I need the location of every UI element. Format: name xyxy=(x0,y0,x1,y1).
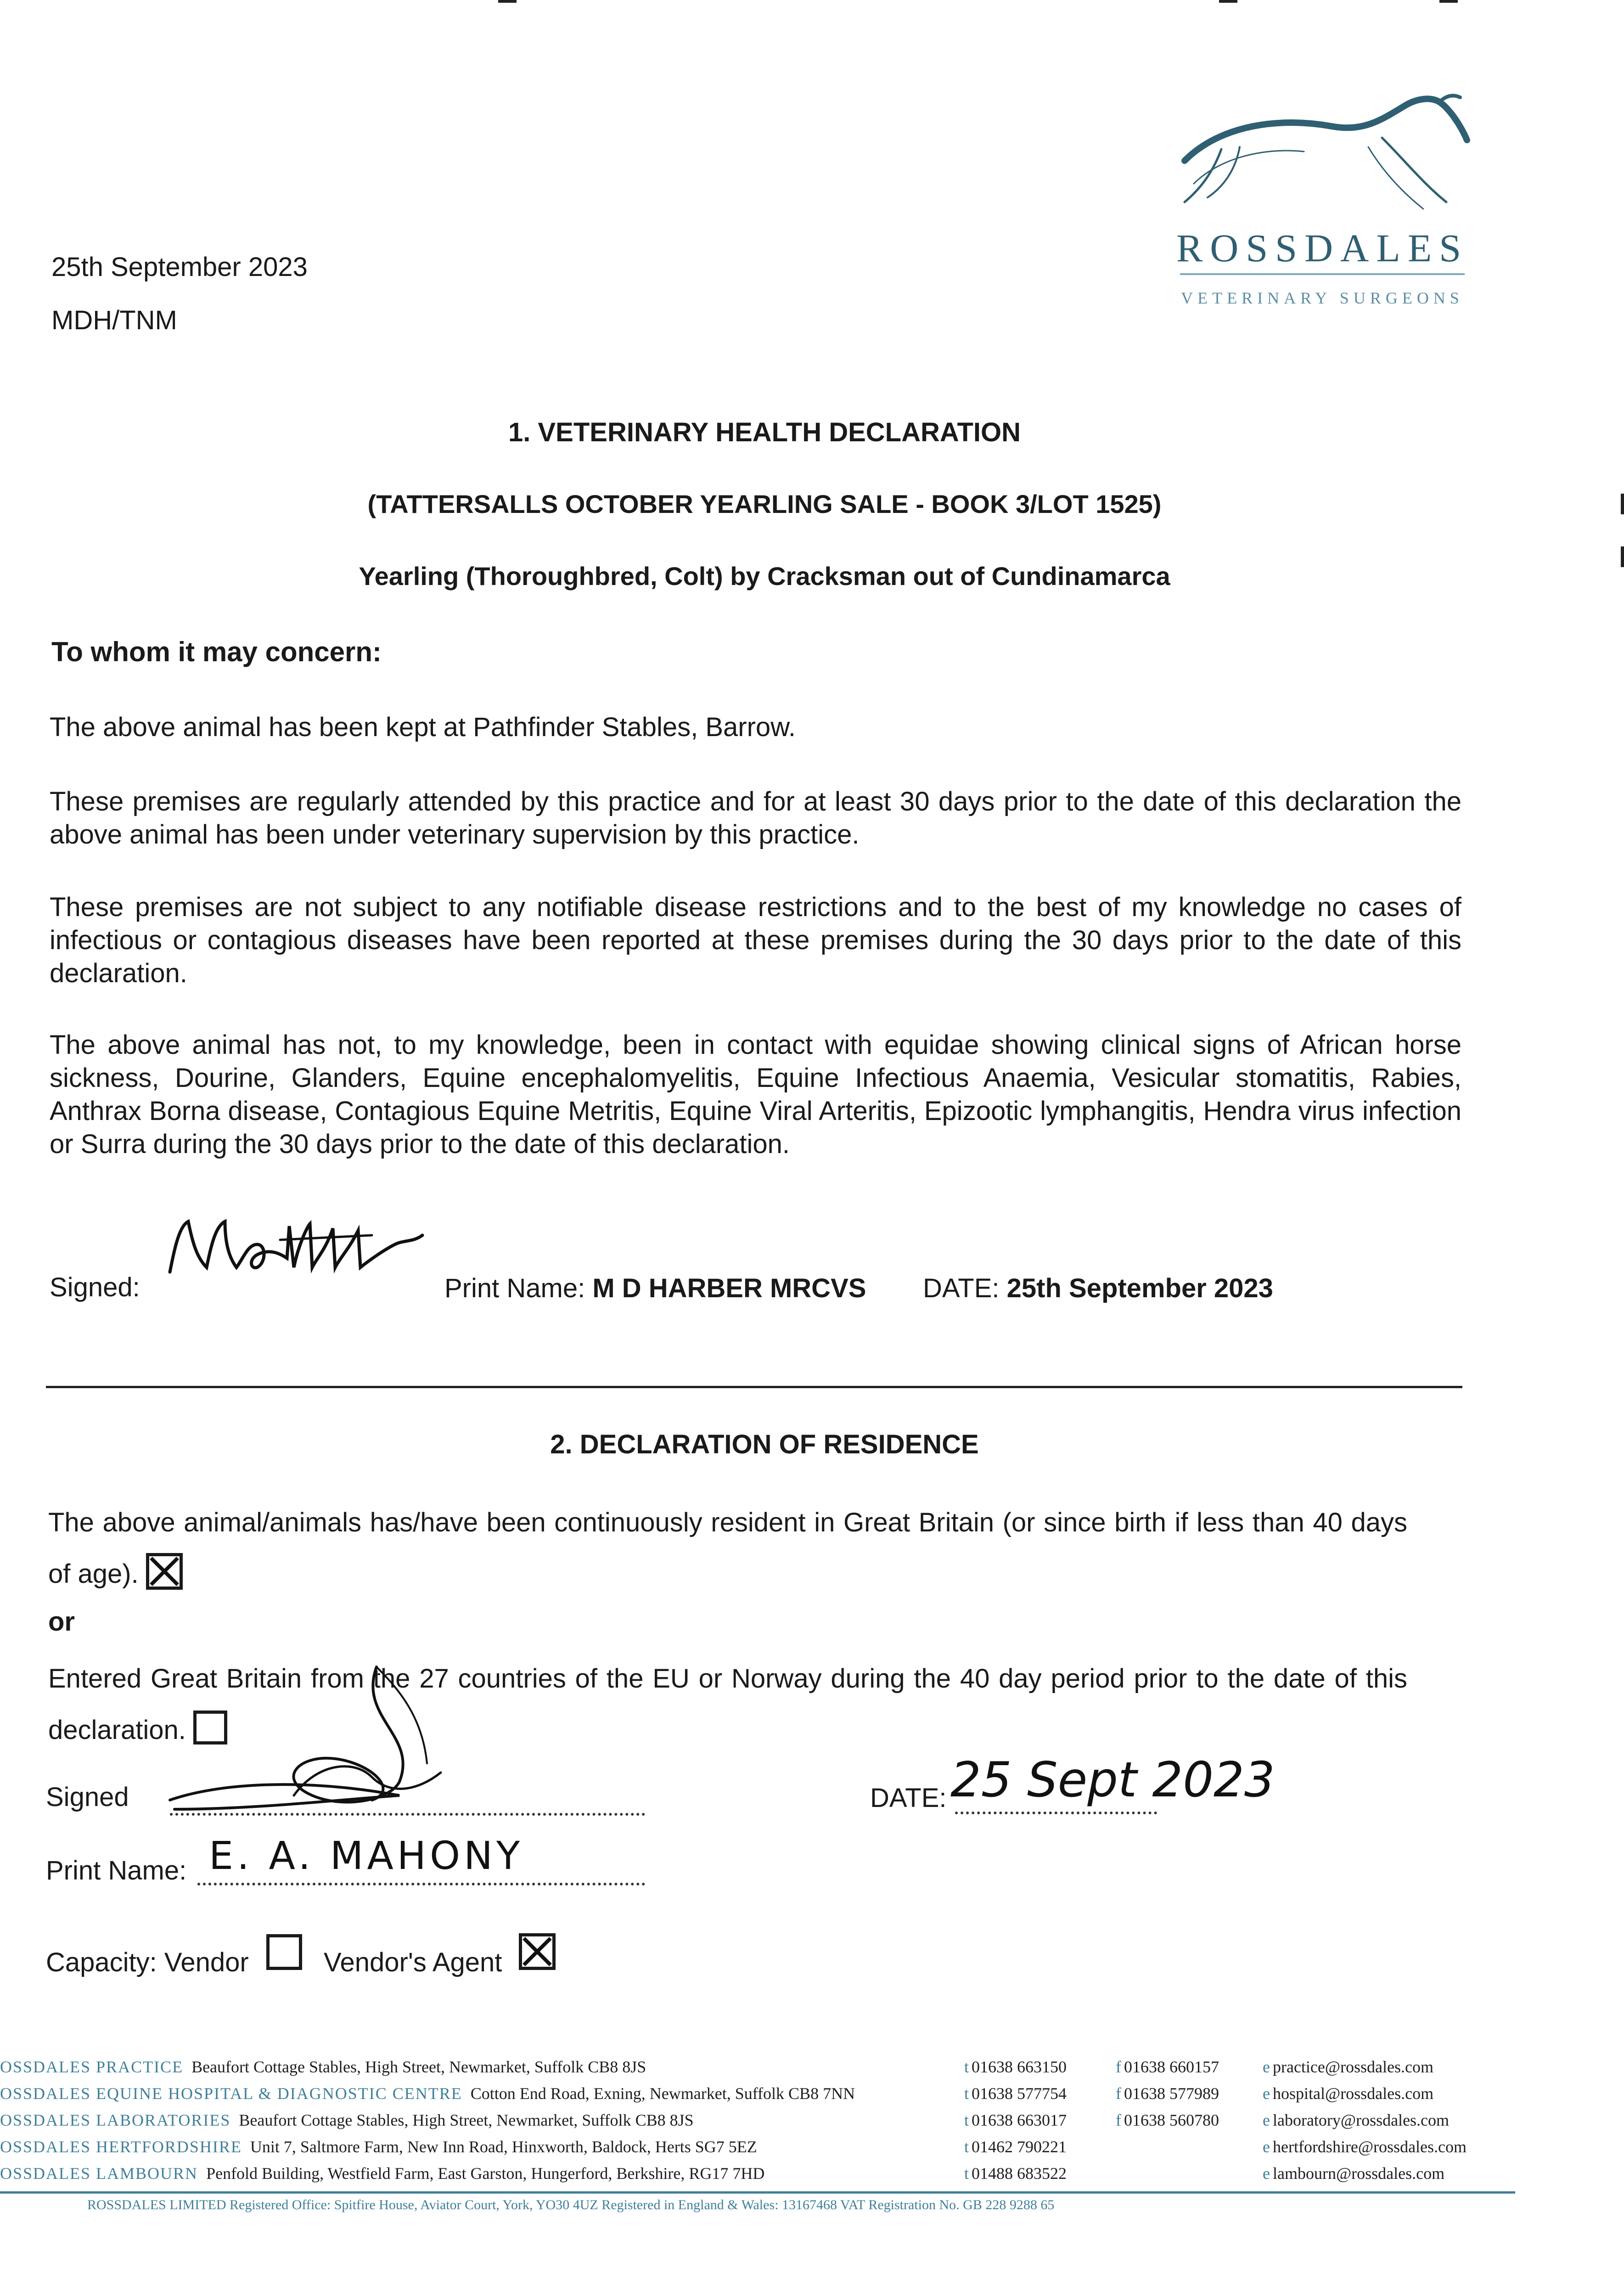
vendors-agent-label: Vendor's Agent xyxy=(324,1947,502,1977)
paragraph-restrictions: These premises are not subject to any notifiable disease restrictions and to the best of my knowledge no cases of infectious or contagious diseases have been reported at these premises during the 30 days prior to the date of this declaration. xyxy=(50,892,1461,988)
fax-prefix: f xyxy=(1116,2084,1121,2103)
vendor-signed-label: Signed xyxy=(46,1782,129,1812)
registered-office: ROSSDALES LIMITED Registered Office: Spitfire House, Aviator Court, York, YO30 4UZ Registered in England & Wales: 13167468 VAT Registration No. GB 228 9288 65 xyxy=(87,2197,1055,2212)
paragraph-contact: The above animal has not, to my knowledge, been in contact with equidae showing clinical signs of African horse sickness, Dourine, Glanders, Equine encephalomyelitis, Equine Infectious Anaemia, Vesicular stomatitis, Rabies, Anthrax Borna disease, Contagious Equine Metritis, Equine Viral Arteritis, Epizootic lymphangitis, Hendra virus infection or Surra during the 30 days prior to the date of this declaration. xyxy=(50,1030,1461,1159)
footer-lambourn-email[interactable]: lambourn@rossdales.com xyxy=(1272,2164,1445,2183)
footer-hospital-phone: 01638 577754 xyxy=(972,2084,1067,2103)
footer-hertfordshire-name: OSSDALES HERTFORDSHIRE xyxy=(0,2138,242,2156)
print-name-line xyxy=(197,1883,645,1885)
check-x-icon xyxy=(522,1936,552,1967)
footer-lambourn-address: Penfold Building, Westfield Farm, East Garston, Hungerford, Berkshire, RG17 7HD xyxy=(206,2164,765,2183)
email-prefix: e xyxy=(1263,2138,1270,2156)
footer-hertfordshire-address: Unit 7, Saltmore Farm, New Inn Road, Hinxworth, Baldock, Herts SG7 5EZ xyxy=(250,2138,757,2156)
email-prefix: e xyxy=(1263,2111,1270,2129)
footer-laboratories-name: OSSDALES LABORATORIES xyxy=(0,2111,231,2129)
logo-subtitle: VETERINARY SURGEONS xyxy=(1181,289,1464,307)
email-prefix: e xyxy=(1263,2084,1270,2103)
capacity-row xyxy=(46,1947,249,1978)
continuous-residence-checkbox[interactable] xyxy=(146,1553,183,1590)
check-x-icon xyxy=(149,1556,180,1587)
logo-name: ROSSDALES xyxy=(1176,226,1469,270)
footer-rule xyxy=(0,2191,1515,2194)
section-divider xyxy=(46,1386,1462,1388)
print-name-label: Print Name: xyxy=(444,1273,585,1303)
footer-practice-address: Beaufort Cottage Stables, High Street, Newmarket, Suffolk CB8 8JS xyxy=(191,2058,646,2076)
phone-prefix: t xyxy=(964,2138,969,2156)
rossdales-logo xyxy=(1166,92,1478,321)
footer-hospital-name: OSSDALES EQUINE HOSPITAL & DIAGNOSTIC CENTRE xyxy=(0,2084,462,2103)
vendor-signature xyxy=(161,1662,482,1828)
footer-practice-email[interactable]: practice@rossdales.com xyxy=(1272,2058,1433,2076)
date-label: DATE: xyxy=(923,1273,1000,1303)
scan-mark xyxy=(1621,546,1624,567)
footer-hospital-fax: 01638 577989 xyxy=(1124,2084,1219,2103)
vet-signature-date: 25th September 2023 xyxy=(1006,1273,1273,1303)
vet-date-row xyxy=(923,1273,1273,1304)
vendor-checkbox[interactable] xyxy=(266,1934,302,1970)
email-prefix: e xyxy=(1263,2164,1270,2183)
footer-practice-name: OSSDALES PRACTICE xyxy=(0,2058,184,2076)
animal-description: Yearling (Thoroughbred, Colt) by Cracksman out of Cundinamarca xyxy=(359,562,1170,591)
handwritten-date: 25 Sept 2023 xyxy=(950,1752,1275,1808)
or-label: or xyxy=(48,1607,75,1637)
footer-laboratories-fax: 01638 560780 xyxy=(1124,2111,1219,2129)
letter-date: 25th September 2023 xyxy=(51,252,308,282)
phone-prefix: t xyxy=(964,2164,969,2183)
footer-hospital-address: Cotton End Road, Exning, Newmarket, Suffolk CB8 7NN xyxy=(470,2084,855,2103)
letter-reference: MDH/TNM xyxy=(51,305,177,335)
scan-mark xyxy=(1219,0,1237,3)
capacity-label: Capacity: xyxy=(46,1947,157,1977)
footer-laboratories-email[interactable]: laboratory@rossdales.com xyxy=(1272,2111,1450,2129)
email-prefix: e xyxy=(1263,2058,1270,2076)
vendor-label: Vendor xyxy=(164,1947,249,1977)
paragraph-supervision: These premises are regularly attended by this practice and for at least 30 days prior to the date of this declaration the above animal has been under veterinary supervision by this practice. xyxy=(50,787,1461,850)
handwritten-name: E. A. MAHONY xyxy=(209,1833,524,1878)
footer-lambourn-phone: 01488 683522 xyxy=(972,2164,1067,2183)
phone-prefix: t xyxy=(964,2111,969,2129)
residence-option-continuous xyxy=(48,1497,1407,1600)
vendors-agent-checkbox[interactable] xyxy=(519,1933,556,1970)
section1-title: 1. VETERINARY HEALTH DECLARATION xyxy=(508,417,1021,447)
phone-prefix: t xyxy=(964,2058,969,2076)
residence-option-continuous-text: The above animal/animals has/have been continuously resident in Great Britain (or since birth if less than 40 days of age). xyxy=(48,1508,1407,1589)
footer-laboratories-address: Beaufort Cottage Stables, High Street, Newmarket, Suffolk CB8 8JS xyxy=(239,2111,694,2129)
scan-mark xyxy=(1439,0,1458,3)
signed-label: Signed: xyxy=(50,1272,140,1302)
residence-option-entered-text: Entered Great Britain from the 27 countries of the EU or Norway during the 40 day period prior to the date of this declaration. xyxy=(48,1664,1407,1745)
salutation: To whom it may concern: xyxy=(51,636,382,667)
logo-divider xyxy=(1180,273,1465,275)
scan-mark xyxy=(1621,494,1624,514)
vendor-print-name-label: Print Name: xyxy=(46,1856,187,1885)
scan-mark xyxy=(498,0,517,3)
fax-prefix: f xyxy=(1116,2111,1121,2129)
fax-prefix: f xyxy=(1116,2058,1121,2076)
paragraph-premises: The above animal has been kept at Pathfinder Stables, Barrow. xyxy=(50,712,796,742)
footer-hospital-email[interactable]: hospital@rossdales.com xyxy=(1272,2084,1434,2103)
footer-practice-fax: 01638 660157 xyxy=(1124,2058,1219,2076)
date-line xyxy=(955,1812,1157,1814)
footer xyxy=(0,2057,1624,2213)
vet-signature xyxy=(156,1203,432,1286)
phone-prefix: t xyxy=(964,2084,969,2103)
vendor-date-label: DATE: xyxy=(870,1783,947,1813)
footer-practice-phone: 01638 663150 xyxy=(972,2058,1067,2076)
horse-logo-icon xyxy=(1166,92,1478,225)
section2-title: 2. DECLARATION OF RESIDENCE xyxy=(550,1429,979,1459)
footer-hertfordshire-phone: 01462 790221 xyxy=(972,2138,1067,2156)
section1-subtitle: (TATTERSALLS OCTOBER YEARLING SALE - BOOK 3/LOT 1525) xyxy=(367,490,1162,518)
footer-lambourn-name: OSSDALES LAMBOURN xyxy=(0,2164,198,2183)
vet-print-name-row xyxy=(444,1273,866,1304)
vet-print-name: M D HARBER MRCVS xyxy=(592,1273,866,1303)
footer-laboratories-phone: 01638 663017 xyxy=(972,2111,1067,2129)
footer-hertfordshire-email[interactable]: hertfordshire@rossdales.com xyxy=(1272,2138,1467,2156)
